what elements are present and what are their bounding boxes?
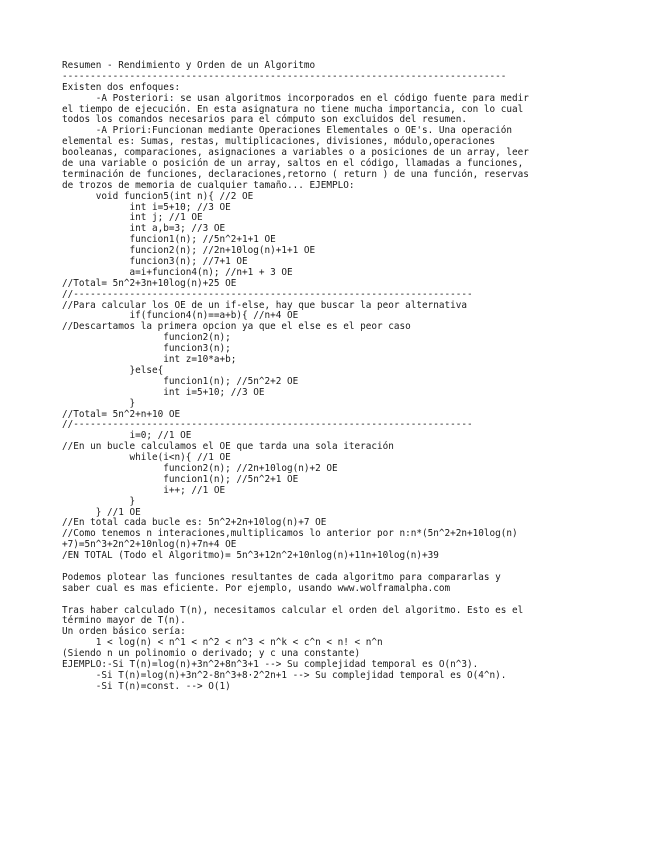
- document-line: de una variable o posición de un array, saltos en el código, llamadas a funciones,: [62, 158, 524, 170]
- document-line: el tiempo de ejecución. En esta asignatura no tiene mucha importancia, con lo cual: [62, 103, 524, 115]
- document-line: int z=10*a+b;: [62, 354, 237, 366]
- document-line: i=0; //1 OE: [62, 430, 192, 442]
- document-line: funcion2(n);: [62, 332, 231, 344]
- document-line: 1 < log(n) < n^1 < n^2 < n^3 < n^k < c^n < n! < n^n: [62, 637, 383, 649]
- document-title: Resumen - Rendimiento y Orden de un Algoritmo: [62, 60, 316, 71]
- document-line: int i=5+10; //3 OE: [62, 386, 265, 398]
- document-line: //-----------------------------------------------------------------------: [62, 288, 473, 300]
- document-line: //En un bucle calculamos el OE que tarda una sola iteración: [62, 441, 394, 453]
- document-line: todos los comandos necesarios para el cómputo son excluidos del resumen.: [62, 114, 468, 126]
- document-line: funcion1(n); //5n^2+1+1 OE: [62, 234, 276, 246]
- document-line: -A Priori:Funcionan mediante Operaciones Elementales o OE's. Una operación: [62, 125, 513, 137]
- document-line: i++; //1 OE: [62, 484, 226, 496]
- document-line: int j; //1 OE: [62, 212, 203, 224]
- document-line: if(funcion4(n)==a+b){ //n+4 OE: [62, 310, 299, 322]
- document-line: //Total= 5n^2+3n+10log(n)+25 OE: [62, 277, 237, 289]
- document-line: //Como tenemos n interaciones,multiplicamos lo anterior por n:n*(5n^2+2n+10log(n): [62, 528, 518, 540]
- document-line: //Descartamos la primera opcion ya que el else es el peor caso: [62, 321, 411, 333]
- document-line: terminación de funciones, declaraciones,retorno ( return ) de una función, reservas: [62, 168, 529, 180]
- document-line: de trozos de memoria de cualquier tamaño... EJEMPLO:: [62, 179, 355, 191]
- document-line: funcion2(n); //2n+10log(n)+1+1 OE: [62, 245, 316, 257]
- document-line: Tras haber calculado T(n), necesitamos calcular el orden del algoritmo. Esto es el: [62, 604, 524, 616]
- document-line: (Siendo n un polinomio o derivado; y c una constante): [62, 648, 361, 660]
- document-line: funcion3(n); //7+1 OE: [62, 256, 248, 268]
- document-line: Podemos plotear las funciones resultantes de cada algoritmo para compararlas y: [62, 571, 501, 583]
- document-line: EJEMPLO:-Si T(n)=log(n)+3n^2+8n^3+1 --> Su complejidad temporal es O(n^3).: [62, 658, 479, 670]
- document-line: -A Posteriori: se usan algoritmos incorporados en el código fuente para medir: [62, 92, 529, 104]
- document-line: elemental es: Sumas, restas, multiplicaciones, divisiones, módulo,operaciones: [62, 136, 496, 148]
- document-line: int a,b=3; //3 OE: [62, 223, 226, 235]
- document-line: saber cual es mas eficiente. Por ejemplo, usando www.wolframalpha.com: [62, 582, 451, 594]
- document-line: funcion2(n); //2n+10log(n)+2 OE: [62, 462, 338, 474]
- document-line: +7)=5n^3+2n^2+10nlog(n)+7n+4 OE: [62, 539, 237, 551]
- document-line: funcion3(n);: [62, 343, 231, 355]
- document-line: [62, 595, 622, 606]
- document-line: -------------------------------------------------------------------------------: [62, 70, 507, 82]
- document-line: Existen dos enfoques:: [62, 81, 181, 93]
- document-line: funcion1(n); //5n^2+2 OE: [62, 375, 299, 387]
- document-line: }else{: [62, 364, 164, 376]
- document-line: while(i<n){ //1 OE: [62, 452, 231, 464]
- document-line: //En total cada bucle es: 5n^2+2n+10log(n)+7 OE: [62, 517, 327, 529]
- document-line: booleanas, comparaciones, asignaciones a variables o a posiciones de un array, leer: [62, 147, 529, 159]
- document-line: //-----------------------------------------------------------------------: [62, 419, 473, 431]
- document-line: //Para calcular los OE de un if-else, hay que buscar la peor alternativa: [62, 299, 468, 311]
- document-line: a=i+funcion4(n); //n+1 + 3 OE: [62, 266, 293, 278]
- document-line: funcion1(n); //5n^2+1 OE: [62, 473, 299, 485]
- document-line: }: [62, 397, 136, 409]
- document-line: -Si T(n)=const. --> O(1): [62, 680, 231, 692]
- document-line: void funcion5(int n){ //2 OE: [62, 190, 254, 202]
- document-page: [62, 61, 622, 693]
- document-line: término mayor de T(n).: [62, 615, 186, 627]
- document-line: Un orden básico sería:: [62, 626, 186, 638]
- document-line: int i=5+10; //3 OE: [62, 201, 231, 213]
- document-line: /EN TOTAL (Todo el Algoritmo)= 5n^3+12n^2+10nlog(n)+11n+10log(n)+39: [62, 550, 439, 562]
- document-line: -Si T(n)=log(n)+3n^2-8n^3+8·2^2n+1 --> Su complejidad temporal es O(4^n).: [62, 669, 507, 681]
- document-line: } //1 OE: [62, 506, 141, 518]
- document-line: }: [62, 495, 136, 507]
- document-line: //Total= 5n^2+n+10 OE: [62, 408, 181, 420]
